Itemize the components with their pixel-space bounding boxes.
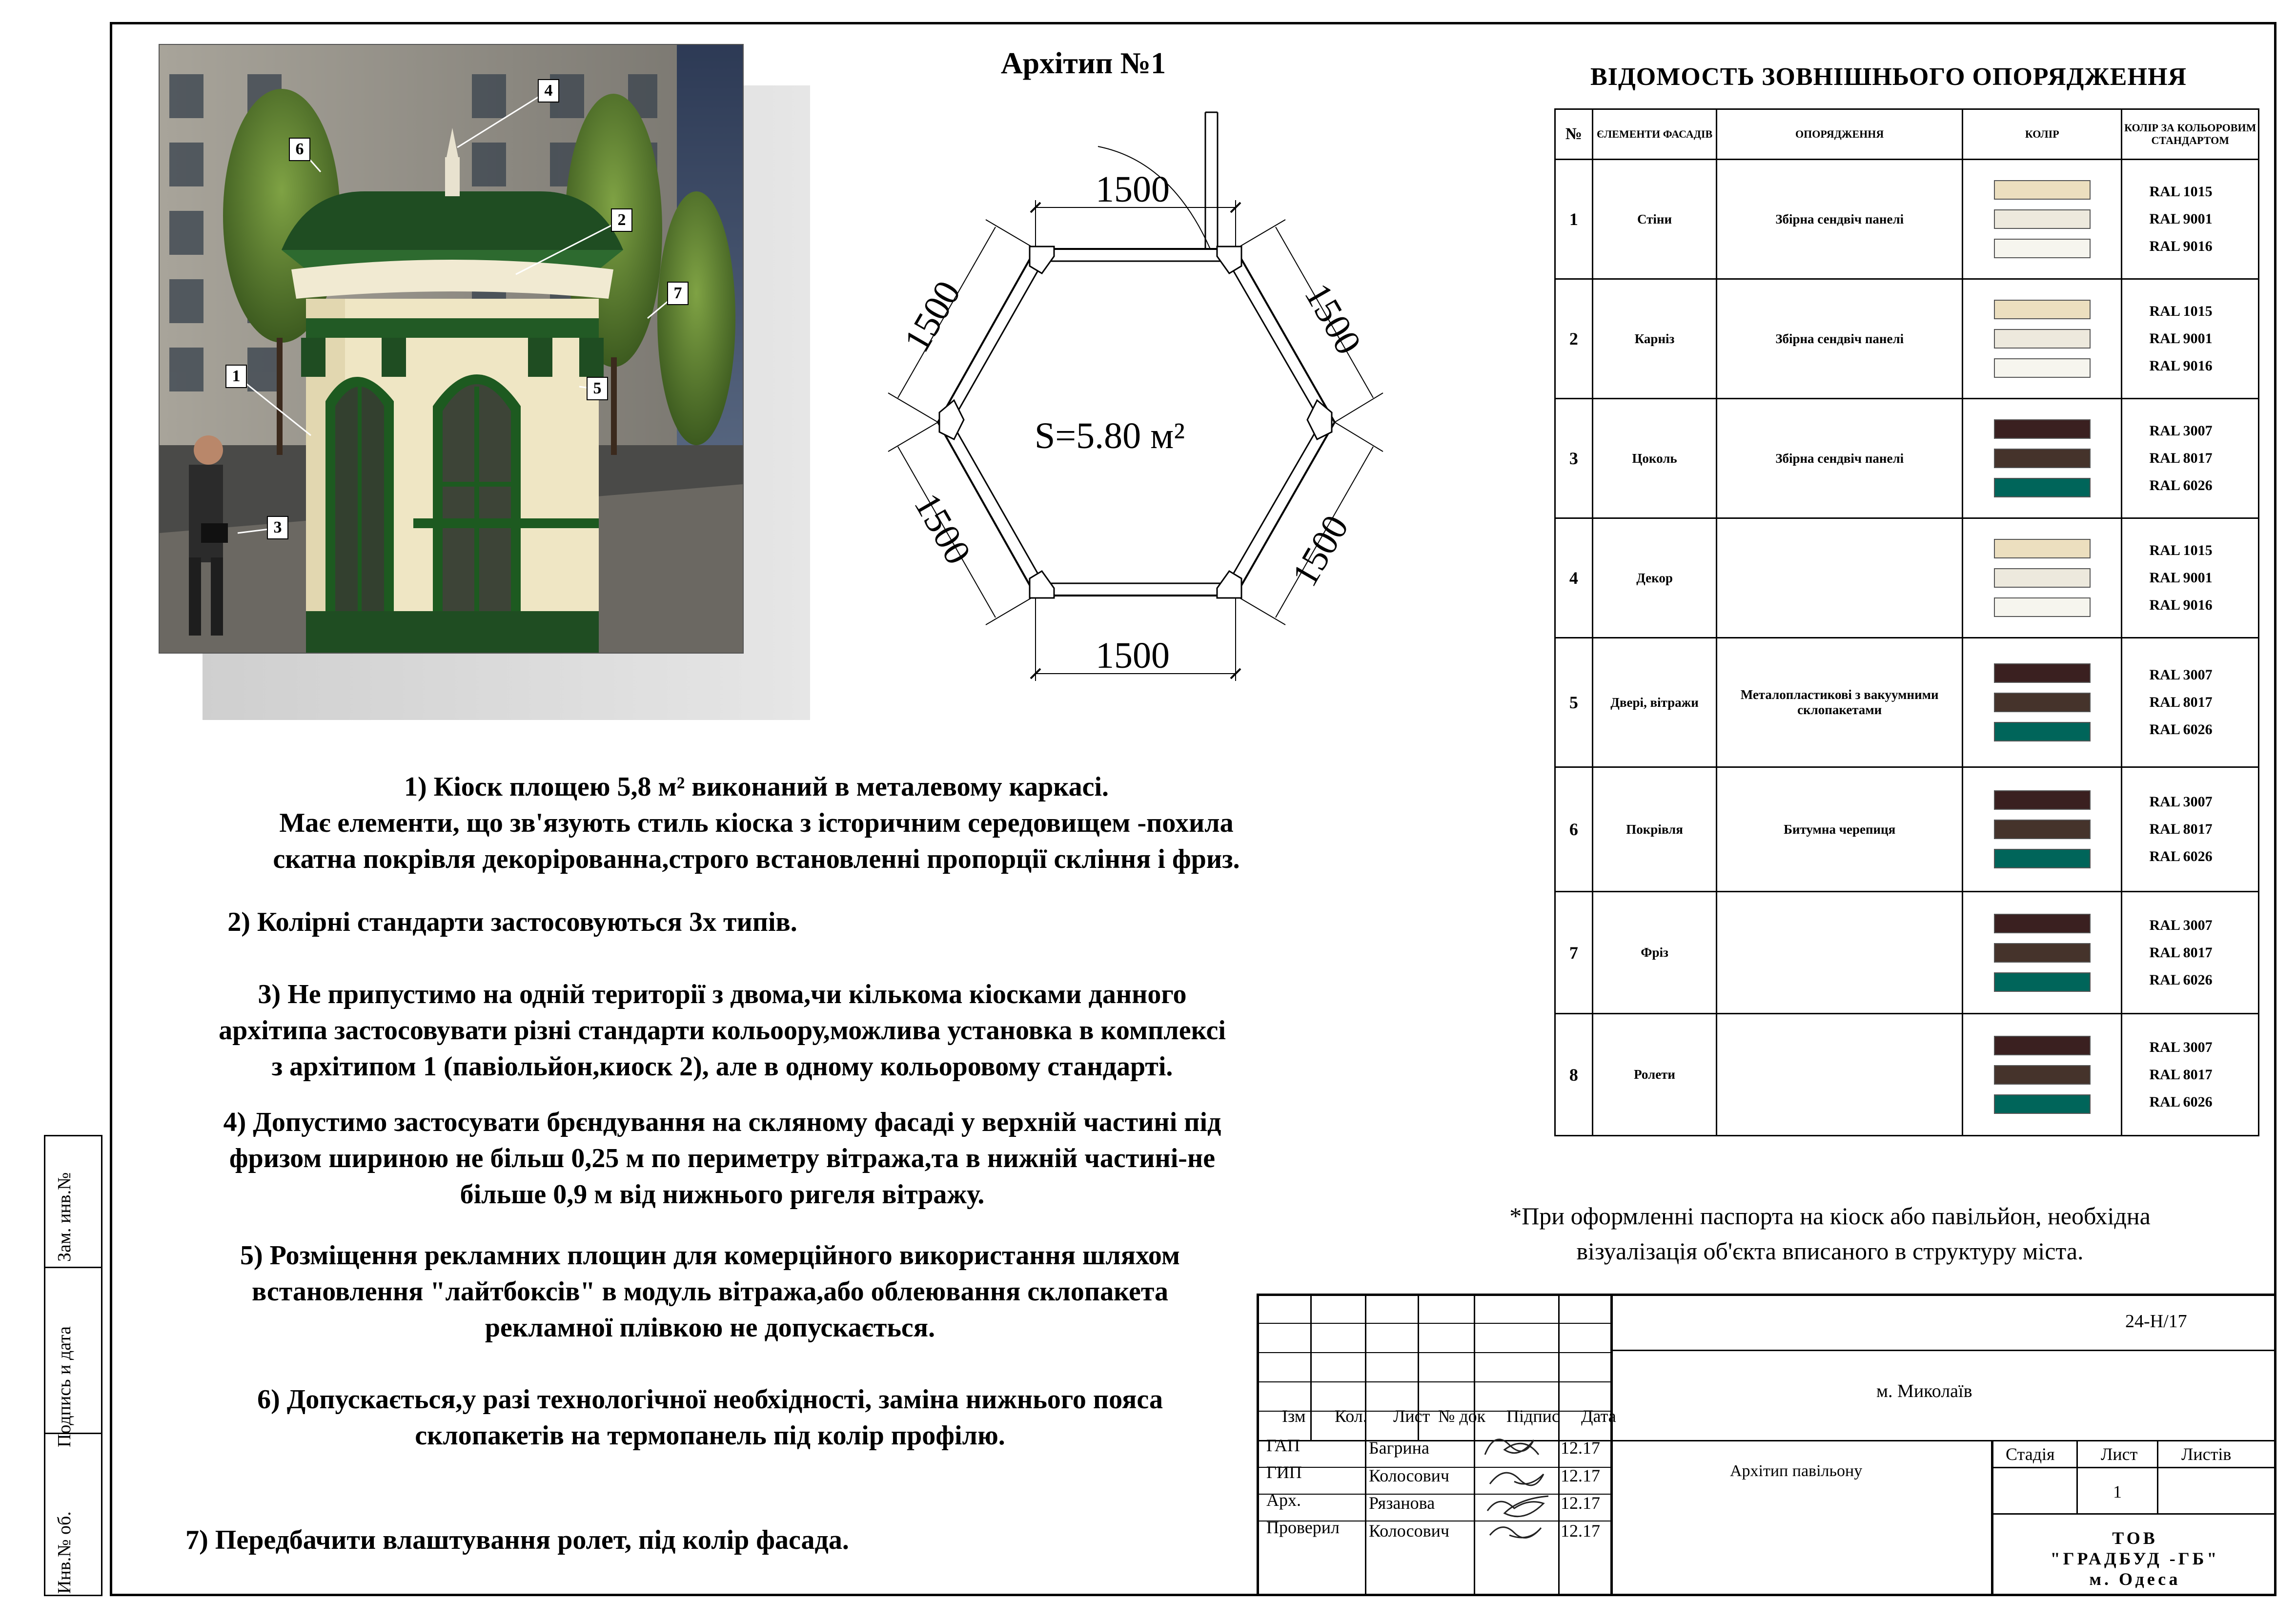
ral-code: RAL 8017 [2149,944,2213,961]
color-swatch [1994,943,2091,963]
dim-upper-right: 1500 [1297,276,1369,362]
row-finish [1717,518,1963,638]
ral-code: RAL 8017 [2149,821,2213,837]
note-line: встановлення "лайтбоксів" в модуль вітража,або облеювання склопакета [251,1276,1169,1307]
stamp-label: Инв.№ об. [54,1511,75,1594]
person-name: Колосович [1369,1466,1449,1485]
note-line: скатна покрівля декорірованна,строго встановленні пропорції скління і фриз. [273,844,1240,874]
col-header: ЄЛЕМЕНТИ ФАСАДІВ [1592,109,1716,160]
note-line: 2) Колірні стандарти застосовуються 3х типів. [227,907,797,937]
color-swatch [1994,693,2091,712]
table-row [1555,638,2259,767]
role: ГИП [1266,1462,1302,1482]
note-line: 5) Розміщення рекламних площин для комерційного використання шляхом [240,1240,1180,1271]
area-label: S=5.80 м² [1035,415,1185,456]
ral-code: RAL 6026 [2149,477,2213,493]
note-5 [122,1237,1298,1346]
note-line: з архітипом 1 (павіольйон,киоск 2), але в одному кольоровому стандарті. [271,1051,1173,1082]
table-row [1555,399,2259,518]
color-swatch [1994,419,2091,439]
dim-upper-left: 1500 [896,274,969,359]
row-colors [1963,892,2122,1014]
color-swatch [1994,239,2091,258]
ral-code: RAL 3007 [2149,794,2213,810]
company-line: "ГРАДБУД -ГБ" [2050,1549,2220,1568]
callout-4: 4 [538,79,559,103]
row-finish: Збірна сендвіч панелі [1717,399,1963,518]
row-number: 1 [1555,160,1593,279]
role: Арх. [1266,1490,1301,1510]
row-number: 5 [1555,638,1593,767]
note-2 [122,904,903,940]
note-6 [122,1381,1298,1454]
ral-code: RAL 9001 [2149,211,2213,227]
row-number: 4 [1555,518,1593,638]
color-swatch [1994,790,2091,810]
color-swatch [1994,914,2091,933]
row-colors [1963,1014,2122,1136]
footnote-line: *При оформленні паспорта на кіоск або павільйон, необхідна [1509,1202,2151,1230]
row-ral-codes [2122,160,2259,279]
person-name: Багрина [1369,1438,1429,1458]
color-swatch [1994,358,2091,378]
color-swatch [1994,209,2091,229]
finish-table-title: ВІДОМОСТЬ ЗОВНІШНЬОГО ОПОРЯДЖЕННЯ [1590,63,2187,91]
ral-code: RAL 9001 [2149,570,2213,586]
left-stamp [44,1135,102,1596]
col-date: Дата [1581,1406,1616,1426]
note-line: 6) Допускається,у разі технологічної необхідності, заміна нижнього пояса [257,1384,1163,1415]
stamp-label: Подпись и дата [54,1326,75,1447]
row-number: 8 [1555,1014,1593,1136]
color-swatch [1994,180,2091,200]
ral-code: RAL 6026 [2149,971,2213,988]
ral-code: RAL 9001 [2149,330,2213,347]
table-row [1555,518,2259,638]
color-swatch [1994,849,2091,868]
color-swatch [1994,722,2091,741]
row-ral-codes [2122,767,2259,892]
note-line: архітипа застосовувати різні стандарти кольоору,можлива установка в комплексі [219,1015,1226,1046]
role: ГАП [1266,1436,1300,1455]
row-finish: Збірна сендвіч панелі [1717,160,1963,279]
color-swatch [1994,820,2091,839]
note-1 [122,769,1391,877]
sign-date: 12.17 [1561,1521,1600,1541]
ral-code: RAL 6026 [2149,848,2213,864]
col-kol: Кол. [1335,1406,1367,1426]
row-ral-codes [2122,638,2259,767]
stage-label: Стадія [2006,1444,2055,1464]
role: Проверил [1266,1518,1340,1537]
note-4 [122,1104,1322,1213]
finish-table [1554,108,2259,1136]
person-name: Рязанова [1369,1493,1435,1513]
row-finish: Металопластикові з вакуумними склопакетами [1717,638,1963,767]
note-line: більше 0,9 м від нижнього ригеля вітражу. [460,1179,985,1210]
footnote-line: візуалізація об'єкта вписаного в структуру міста. [1576,1237,2084,1265]
note-line: 1) Кіоск площею 5,8 м² виконаний в металевому каркасі. [404,772,1109,802]
callout-5: 5 [587,377,608,400]
color-swatch [1994,539,2091,558]
company-name [1993,1528,2276,1589]
callout-7: 7 [667,282,689,305]
row-ral-codes [2122,892,2259,1014]
ral-code: RAL 3007 [2149,917,2213,933]
callout-2: 2 [611,208,632,232]
row-element: Цоколь [1592,399,1716,518]
row-number: 6 [1555,767,1593,892]
title-block [1257,1294,2276,1596]
note-line: 7) Передбачити влаштування ролет, під колір фасада. [185,1525,849,1555]
sign-date: 12.17 [1561,1466,1600,1485]
signatures [1475,1425,1558,1547]
plan-title: Архітип №1 [1000,47,1166,80]
row-number: 3 [1555,399,1593,518]
ral-code: RAL 6026 [2149,721,2213,738]
col-header: КОЛІР [1963,109,2122,160]
callout-3: 3 [267,516,288,539]
note-line: 4) Допустимо застосувати брєндування на скляному фасаді у верхній частині під [223,1107,1221,1137]
note-line: 3) Не припустимо на одній території з двома,чи кількома кіосками данного [258,979,1187,1009]
ral-code: RAL 1015 [2149,542,2213,558]
ral-code: RAL 8017 [2149,1066,2213,1083]
color-swatch [1994,1094,2091,1114]
ral-code: RAL 9016 [2149,597,2213,613]
project-name: Архітип павільону [1730,1462,1863,1480]
table-row [1555,767,2259,892]
note-line: Має елементи, що зв'язують стиль кіоска з історичним середовищем -похила [279,808,1234,838]
note-line: склопакетів на термопанель під колір профілю. [415,1420,1005,1451]
dim-bottom: 1500 [1096,635,1170,676]
row-element: Фріз [1592,892,1716,1014]
sign-date: 12.17 [1561,1438,1600,1458]
ral-code: RAL 1015 [2149,303,2213,319]
col-ndoc: № док [1438,1406,1486,1426]
table-row [1555,160,2259,279]
color-swatch [1994,478,2091,497]
note-7 [122,1522,913,1558]
sheets-label: Листів [2181,1444,2232,1464]
table-row [1555,279,2259,399]
ral-code: RAL 3007 [2149,667,2213,683]
col-signature: Підпис [1506,1406,1560,1426]
col-izm: Ізм [1282,1406,1306,1426]
table-row [1555,892,2259,1014]
callout-6: 6 [289,138,310,161]
col-header: КОЛІР ЗА КОЛЬОРОВИМ СТАНДАРТОМ [2122,109,2259,160]
color-swatch [1994,1036,2091,1055]
row-ral-codes [2122,399,2259,518]
person-name: Колосович [1369,1521,1449,1541]
ral-code: RAL 9016 [2149,238,2213,254]
ral-code: RAL 3007 [2149,423,2213,439]
kiosk-render-illustration [160,45,743,653]
dim-top: 1500 [1096,169,1170,210]
sheet-number: 1 [2113,1482,2122,1501]
row-colors [1963,518,2122,638]
ral-code: RAL 8017 [2149,694,2213,710]
kiosk-render [159,44,744,654]
color-swatch [1994,663,2091,683]
note-3 [122,976,1322,1085]
row-ral-codes [2122,1014,2259,1136]
col-list: Лист [1393,1406,1430,1426]
company-line: ТОВ [2112,1528,2158,1548]
row-element: Двері, вітражи [1592,638,1716,767]
row-finish: Збірна сендвіч панелі [1717,279,1963,399]
ral-code: RAL 9016 [2149,358,2213,374]
row-finish [1717,1014,1963,1136]
row-element: Декор [1592,518,1716,638]
color-swatch [1994,972,2091,992]
color-swatch [1994,597,2091,617]
stamp-label: Зам. инв.№ [54,1172,75,1262]
col-header: ОПОРЯДЖЕННЯ [1717,109,1963,160]
color-swatch [1994,329,2091,349]
sign-date: 12.17 [1561,1493,1600,1513]
row-element: Карніз [1592,279,1716,399]
sheet-label: Лист [2101,1444,2138,1464]
row-ral-codes [2122,518,2259,638]
color-swatch [1994,1065,2091,1085]
ral-code: RAL 3007 [2149,1039,2213,1055]
dim-lower-right: 1500 [1284,508,1357,594]
ral-code: RAL 1015 [2149,184,2213,200]
ral-code: RAL 6026 [2149,1093,2213,1110]
row-element: Стіни [1592,160,1716,279]
row-colors [1963,767,2122,892]
note-line: рекламної плівкою не допускається. [485,1313,935,1343]
row-number: 2 [1555,279,1593,399]
row-colors [1963,279,2122,399]
city: м. Миколаїв [1876,1381,1972,1401]
row-colors [1963,160,2122,279]
company-line: м. Одеса [2089,1569,2181,1589]
row-colors [1963,399,2122,518]
col-header: № [1555,109,1593,160]
row-number: 7 [1555,892,1593,1014]
row-finish: Битумна черепиця [1717,767,1963,892]
color-swatch [1994,449,2091,468]
row-element: Покрівля [1592,767,1716,892]
doc-code: 24-Н/17 [2125,1311,2187,1332]
ral-code: RAL 8017 [2149,450,2213,466]
callout-1: 1 [225,365,247,388]
note-line: фризом шириною не більш 0,25 м по периметру вітража,та в нижній частині-не [229,1143,1216,1173]
color-swatch [1994,568,2091,588]
color-swatch [1994,300,2091,319]
table-header-row [1555,109,2259,160]
row-element: Ролети [1592,1014,1716,1136]
table-row [1555,1014,2259,1136]
footnote [1415,1198,2245,1269]
dim-lower-left: 1500 [906,486,979,572]
row-colors [1963,638,2122,767]
row-ral-codes [2122,279,2259,399]
row-finish [1717,892,1963,1014]
